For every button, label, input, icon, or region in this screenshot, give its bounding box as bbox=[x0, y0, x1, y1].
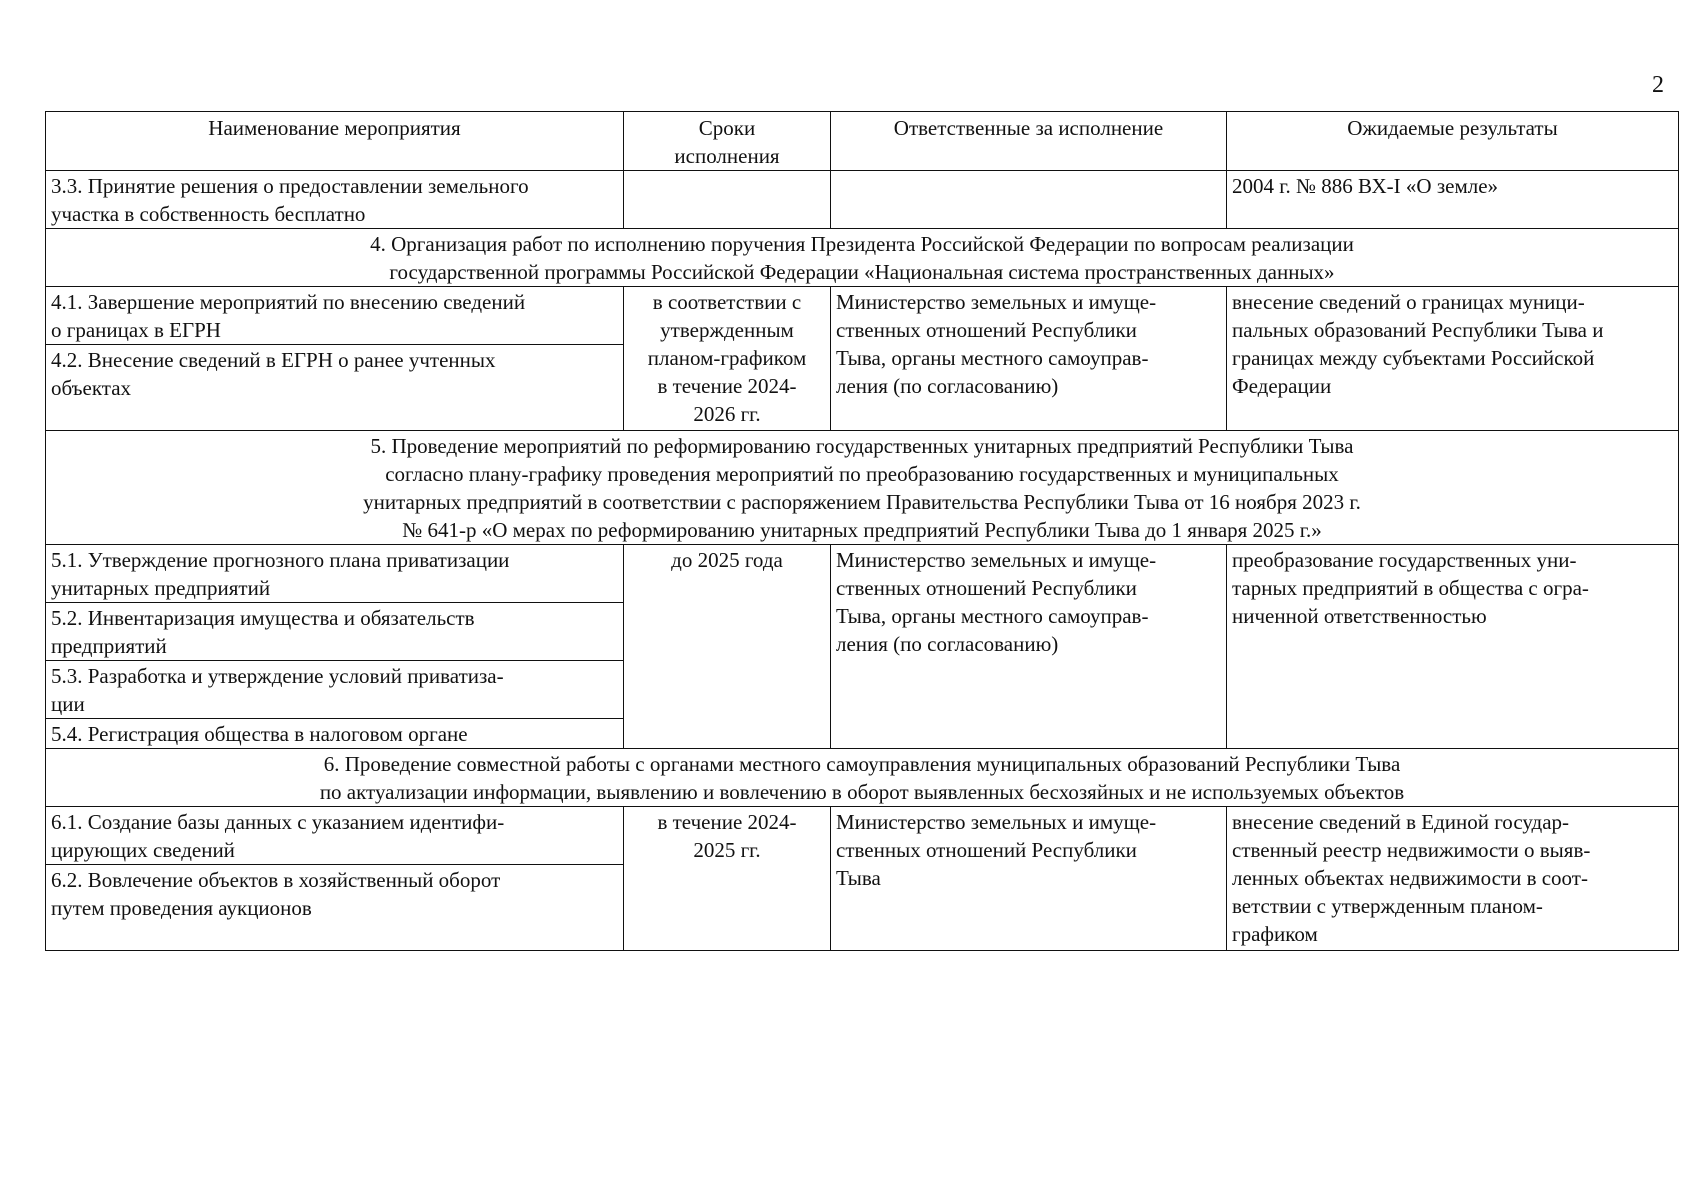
text-line: в течение 2024- bbox=[657, 810, 797, 834]
section-6-result bbox=[1227, 807, 1679, 951]
item-6-2 bbox=[46, 865, 624, 951]
section-5-result bbox=[1227, 545, 1679, 749]
section-4-responsible bbox=[831, 287, 1227, 431]
table-row bbox=[46, 807, 1679, 865]
text-line: Тыва, органы местного самоуправ- bbox=[836, 346, 1149, 370]
text-line: планом-графиком bbox=[647, 346, 807, 370]
row-3-3-result: 2004 г. № 886 ВХ-I «О земле» bbox=[1227, 171, 1679, 229]
text-line: Тыва, органы местного самоуправ- bbox=[836, 604, 1149, 628]
text-line: 5.1. Утверждение прогнозного плана приватизации bbox=[51, 548, 510, 572]
text-line: преобразование государственных уни- bbox=[1232, 548, 1577, 572]
header-results: Ожидаемые результаты bbox=[1227, 112, 1679, 171]
text-line: ственных отношений Республики bbox=[836, 576, 1137, 600]
text-line: Министерство земельных и имуще- bbox=[836, 548, 1157, 572]
item-6-1 bbox=[46, 807, 624, 865]
text-line: Министерство земельных и имуще- bbox=[836, 290, 1157, 314]
section-4-title bbox=[46, 229, 1679, 287]
text-line: в течение 2024- bbox=[657, 374, 797, 398]
section-4-result bbox=[1227, 287, 1679, 431]
text-line: в соответствии с bbox=[652, 290, 802, 314]
text-line: ветствии с утвержденным планом- bbox=[1232, 894, 1543, 918]
table-row bbox=[46, 287, 1679, 345]
text-line: ции bbox=[51, 692, 85, 716]
text-line: Тыва bbox=[836, 866, 881, 890]
text-line: согласно плану-графику проведения мероприятий по преобразованию государственных и муниципальных bbox=[385, 462, 1339, 486]
text-line: государственной программы Российской Федерации «Национальная система пространственных данных» bbox=[389, 260, 1335, 284]
item-4-2 bbox=[46, 345, 624, 431]
header-event-name: Наименование мероприятия bbox=[46, 112, 624, 171]
text-line: утвержденным bbox=[660, 318, 794, 342]
text-line: № 641-р «О мерах по реформированию унитарных предприятий Республики Тыва до 1 января 2025 г.» bbox=[402, 518, 1322, 542]
text-line: 6.1. Создание базы данных с указанием идентифи- bbox=[51, 810, 505, 834]
text-line: 5.2. Инвентаризация имущества и обязательств bbox=[51, 606, 475, 630]
text-line: 4.1. Завершение мероприятий по внесению сведений bbox=[51, 290, 526, 314]
text-line: внесение сведений в Единой государ- bbox=[1232, 810, 1570, 834]
text-line: ления (по согласованию) bbox=[836, 632, 1059, 656]
section-5-title-row bbox=[46, 431, 1679, 545]
section-6-deadline bbox=[624, 807, 831, 951]
text-line: о границах в ЕГРН bbox=[51, 318, 221, 342]
table-row bbox=[46, 171, 1679, 229]
section-6-title-row bbox=[46, 749, 1679, 807]
events-plan-table bbox=[45, 111, 1679, 951]
item-5-4 bbox=[46, 719, 624, 749]
text-line: 4.2. Внесение сведений в ЕГРН о ранее учтенных bbox=[51, 348, 496, 372]
text-line: объектах bbox=[51, 376, 132, 400]
section-5-responsible bbox=[831, 545, 1227, 749]
text-line: 5.4. Регистрация общества в налоговом органе bbox=[51, 722, 468, 746]
text-line: Министерство земельных и имуще- bbox=[836, 810, 1157, 834]
text-line: тарных предприятий в общества с огра- bbox=[1232, 576, 1589, 600]
header-deadline-line: Сроки bbox=[698, 116, 756, 140]
text-line: ниченной ответственностью bbox=[1232, 604, 1487, 628]
text-line: внесение сведений о границах муници- bbox=[1232, 290, 1585, 314]
item-5-2 bbox=[46, 603, 624, 661]
text-line: 5. Проведение мероприятий по реформированию государственных унитарных предприятий Республики Тыва bbox=[370, 434, 1354, 458]
section-5-title bbox=[46, 431, 1679, 545]
section-4-deadline bbox=[624, 287, 831, 431]
text-line: цирующих сведений bbox=[51, 838, 235, 862]
item-4-1 bbox=[46, 287, 624, 345]
table-header-row bbox=[46, 112, 1679, 171]
text-line: по актуализации информации, выявлению и вовлечению в оборот выявленных бесхозяйных и не используемых объектов bbox=[319, 780, 1405, 804]
section-6-title bbox=[46, 749, 1679, 807]
table-row bbox=[46, 545, 1679, 603]
text-line: графиком bbox=[1232, 922, 1318, 946]
text-line: унитарных предприятий bbox=[51, 576, 271, 600]
row-3-3-deadline bbox=[624, 171, 831, 229]
text-line: 3.3. Принятие решения о предоставлении земельного bbox=[51, 174, 529, 198]
page-number: 2 bbox=[1652, 72, 1664, 98]
text-line: ления (по согласованию) bbox=[836, 374, 1059, 398]
text-line: до 2025 года bbox=[671, 548, 783, 572]
header-deadline bbox=[624, 112, 831, 171]
section-4-title-row bbox=[46, 229, 1679, 287]
text-line: 2026 гг. bbox=[693, 402, 761, 426]
text-line: 6. Проведение совместной работы с органами местного самоуправления муниципальных образований Республики Тыва bbox=[323, 752, 1401, 776]
section-6-responsible bbox=[831, 807, 1227, 951]
header-responsible: Ответственные за исполнение bbox=[831, 112, 1227, 171]
item-5-1 bbox=[46, 545, 624, 603]
text-line: ственных отношений Республики bbox=[836, 318, 1137, 342]
text-line: ственный реестр недвижимости о выяв- bbox=[1232, 838, 1591, 862]
text-line: участка в собственность бесплатно bbox=[51, 202, 366, 226]
row-3-3-responsible bbox=[831, 171, 1227, 229]
text-line: Федерации bbox=[1232, 374, 1332, 398]
text-line: ленных объектах недвижимости в соот- bbox=[1232, 866, 1588, 890]
text-line: 6.2. Вовлечение объектов в хозяйственный оборот bbox=[51, 868, 501, 892]
item-5-3 bbox=[46, 661, 624, 719]
row-3-3-name bbox=[46, 171, 624, 229]
text-line: ственных отношений Республики bbox=[836, 838, 1137, 862]
text-line: путем проведения аукционов bbox=[51, 896, 312, 920]
text-line: 4. Организация работ по исполнению поручения Президента Российской Федерации по вопросам реализации bbox=[370, 232, 1354, 256]
text-line: унитарных предприятий в соответствии с распоряжением Правительства Республики Тыва от 16 ноября 2023 г. bbox=[363, 490, 1361, 514]
text-line: 5.3. Разработка и утверждение условий приватиза- bbox=[51, 664, 504, 688]
text-line: пальных образований Республики Тыва и bbox=[1232, 318, 1604, 342]
text-line: предприятий bbox=[51, 634, 167, 658]
section-5-deadline bbox=[624, 545, 831, 749]
text-line: 2025 гг. bbox=[693, 838, 761, 862]
header-deadline-line: исполнения bbox=[674, 144, 780, 168]
text-line: границах между субъектами Российской bbox=[1232, 346, 1595, 370]
